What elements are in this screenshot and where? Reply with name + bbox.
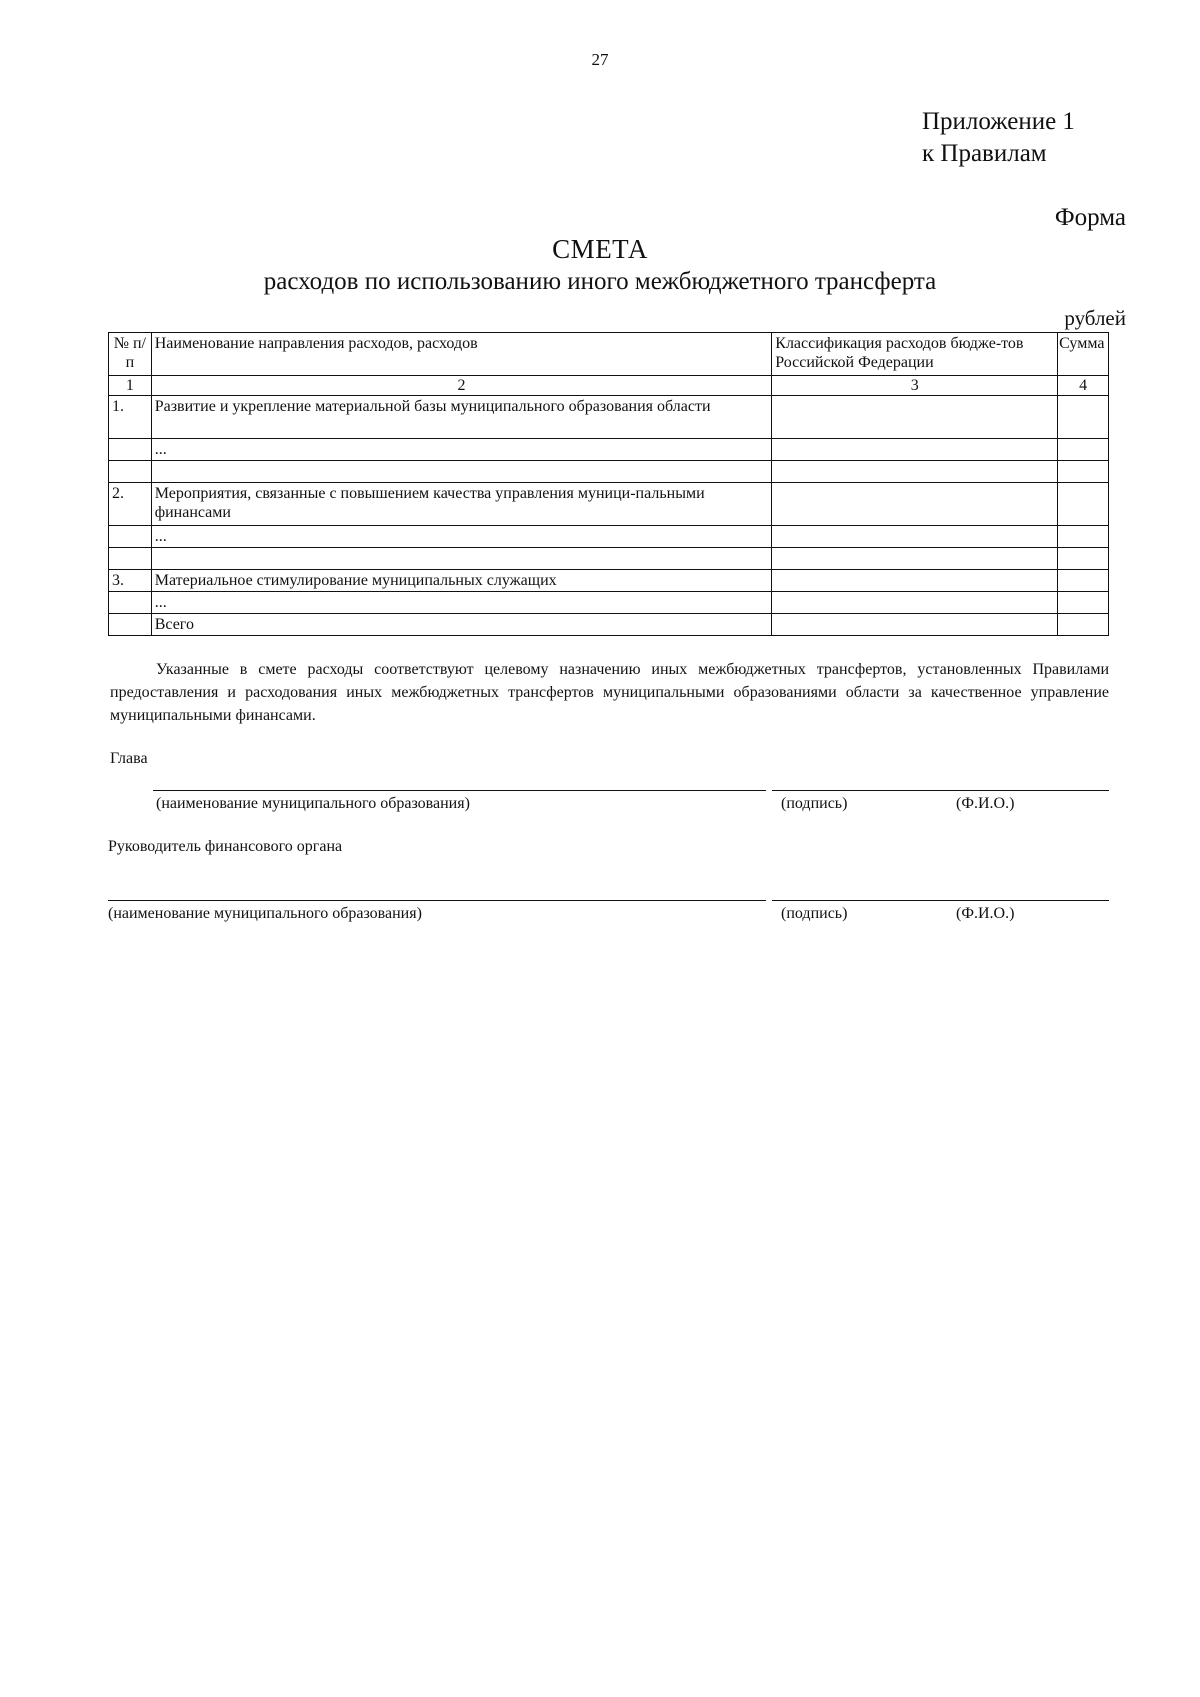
table-row <box>109 483 1109 526</box>
header-num: № п/п <box>109 333 152 376</box>
row-sum <box>1058 548 1109 570</box>
form-label: Форма <box>1054 204 1126 231</box>
row-sum <box>1058 570 1109 592</box>
row-sum <box>1058 483 1109 526</box>
conformity-note: Указанные в смете расходы соответствуют целевому назначению иных межбюджетных трансфертов, установленных Правилами предоставления и расходования иных межбюджетных трансфертов муниципальными образованиями области за качественное управление муниципальными финансами. <box>110 661 1109 724</box>
row-name: Мероприятия, связанные с повышением качества управления муници-пальными финансами <box>151 483 772 526</box>
head-name-line <box>153 790 766 791</box>
row-classification <box>772 461 1058 483</box>
row-name: Всего <box>151 614 772 636</box>
row-num <box>109 439 152 461</box>
row-name: ... <box>151 439 772 461</box>
head-name-caption: (наименование муниципального образования) <box>156 795 470 812</box>
table-header-row <box>109 333 1109 376</box>
header-classification: Классификация расходов бюдже-тов Российской Федерации <box>772 333 1058 376</box>
row-classification <box>772 548 1058 570</box>
finance-sign-caption: (подпись) <box>781 905 848 922</box>
currency-unit: рублей <box>1064 306 1126 330</box>
header-name: Наименование направления расходов, расходов <box>151 333 772 376</box>
head-label: Глава <box>110 750 148 767</box>
table-row <box>109 548 1109 570</box>
row-num: 3. <box>109 570 152 592</box>
row-num <box>109 592 152 614</box>
column-number: 2 <box>151 376 772 396</box>
row-sum <box>1058 461 1109 483</box>
row-sum <box>1058 614 1109 636</box>
row-num <box>109 526 152 548</box>
row-name: ... <box>151 526 772 548</box>
row-num: 1. <box>109 396 152 439</box>
row-num <box>109 461 152 483</box>
row-num: 2. <box>109 483 152 526</box>
row-sum <box>1058 396 1109 439</box>
page-number: 27 <box>591 50 609 69</box>
appendix-line-1: Приложение 1 <box>922 108 1075 135</box>
row-sum <box>1058 439 1109 461</box>
header-sum: Сумма <box>1058 333 1109 376</box>
row-sum <box>1058 592 1109 614</box>
column-number: 4 <box>1058 376 1109 396</box>
column-number: 1 <box>109 376 152 396</box>
row-classification <box>772 483 1058 526</box>
finance-signature-line <box>772 900 1109 901</box>
row-num <box>109 614 152 636</box>
row-classification <box>772 396 1058 439</box>
finance-head-label: Руководитель финансового органа <box>108 838 343 855</box>
row-name: ... <box>151 592 772 614</box>
head-signature-line <box>772 790 1109 791</box>
table-row <box>109 396 1109 439</box>
row-sum <box>1058 526 1109 548</box>
table-row <box>109 439 1109 461</box>
row-num <box>109 548 152 570</box>
finance-fio-caption: (Ф.И.О.) <box>956 905 1015 922</box>
document-subtitle: расходов по использованию иного межбюджетного трансферта <box>263 268 937 295</box>
document-title: СМЕТА <box>552 234 648 264</box>
head-fio-caption: (Ф.И.О.) <box>956 795 1015 812</box>
row-classification <box>772 439 1058 461</box>
table-row <box>109 570 1109 592</box>
finance-name-line <box>108 900 766 901</box>
finance-name-caption: (наименование муниципального образования) <box>108 905 422 922</box>
head-sign-caption: (подпись) <box>781 795 848 812</box>
column-number: 3 <box>772 376 1058 396</box>
row-classification <box>772 570 1058 592</box>
table-row <box>109 526 1109 548</box>
budget-table <box>108 332 1109 636</box>
column-number-row <box>109 376 1109 396</box>
row-name <box>151 548 772 570</box>
row-classification <box>772 592 1058 614</box>
row-name: Материальное стимулирование муниципальных служащих <box>151 570 772 592</box>
row-classification <box>772 526 1058 548</box>
row-name: Развитие и укрепление материальной базы муниципального образования области <box>151 396 772 439</box>
row-classification <box>772 614 1058 636</box>
table-total-row <box>109 614 1109 636</box>
appendix-line-2: к Правилам <box>922 140 1047 167</box>
table-row <box>109 592 1109 614</box>
table-row <box>109 461 1109 483</box>
row-name <box>151 461 772 483</box>
